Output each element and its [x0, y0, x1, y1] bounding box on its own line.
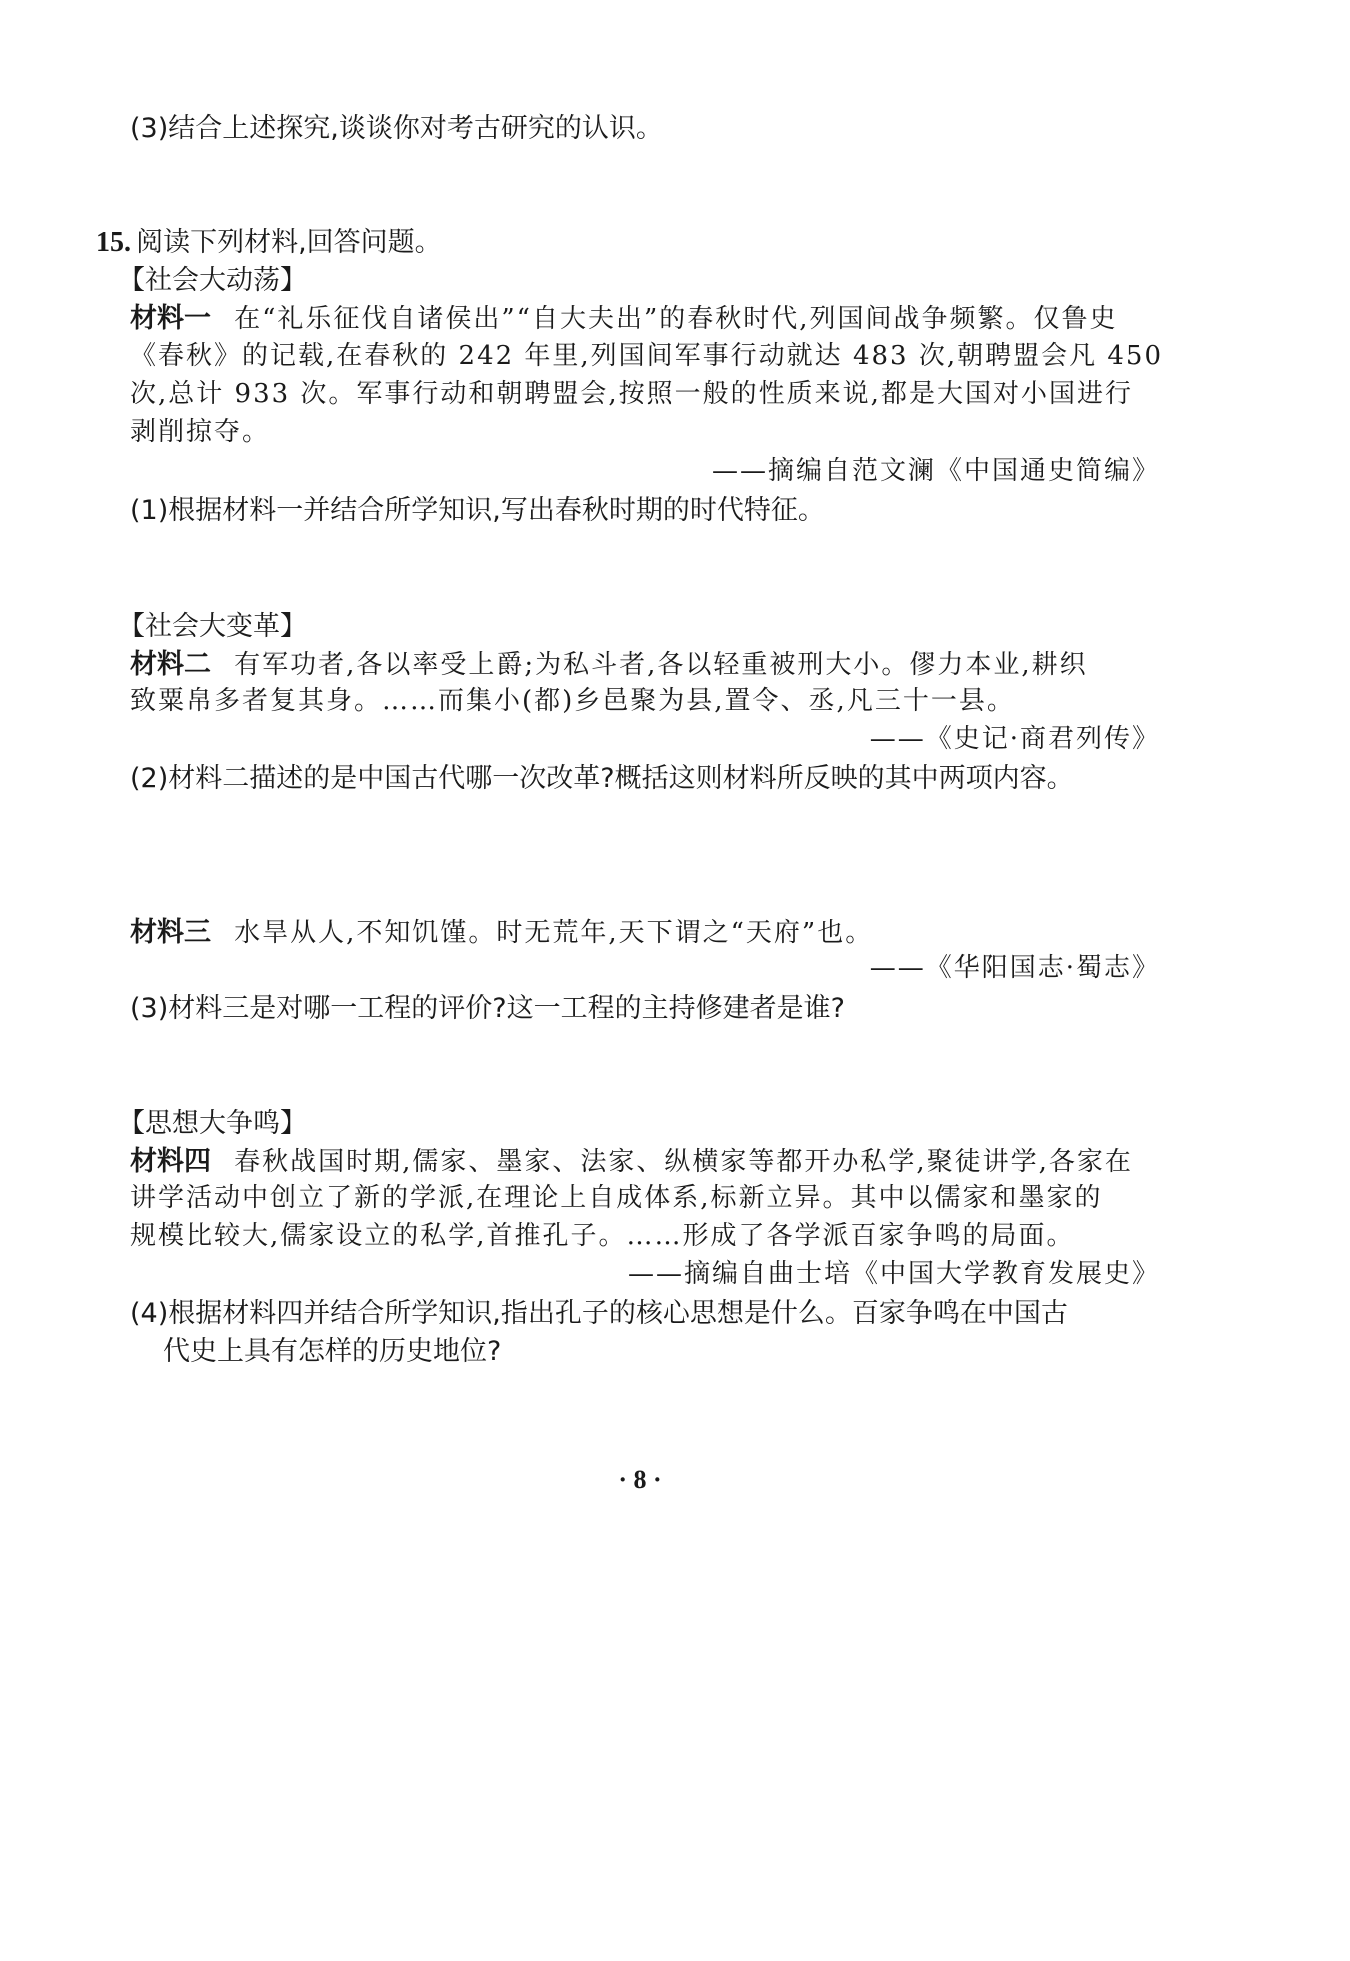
question-stem: 阅读下列材料,回答问题。 [136, 227, 442, 258]
material-label: 材料一 [130, 303, 211, 334]
question-3b-prompt: (3)材料三是对哪一工程的评价?这一工程的主持修建者是谁? [130, 993, 845, 1024]
question-3-prompt: (3)结合上述探究,谈谈你对考古研究的认识。 [130, 113, 663, 144]
question-4-prompt-line-2: 代史上具有怎样的历史地位? [163, 1336, 502, 1367]
material-4-line-3: 规模比较大,儒家设立的私学,首推孔子。……形成了各学派百家争鸣的局面。 [130, 1221, 1075, 1251]
material-3-source: ——《华阳国志·蜀志》 [869, 953, 1160, 983]
material-4-line-1 [130, 1139, 1133, 1178]
material-text: 有军功者,各以率受上爵;为私斗者,各以轻重被刑大小。僇力本业,耕织 [234, 650, 1088, 680]
material-2-line-2: 致粟帛多者复其身。……而集小(都)乡邑聚为县,置令、丞,凡三十一县。 [130, 686, 1015, 716]
material-1-line-4: 剥削掠夺。 [130, 417, 271, 447]
material-label: 材料二 [130, 649, 211, 680]
material-4-source: ——摘编自曲士培《中国大学教育发展史》 [627, 1259, 1160, 1289]
material-1-line-2: 《春秋》的记载,在春秋的 242 年里,列国间军事行动就达 483 次,朝聘盟会凡 450 [130, 341, 1163, 371]
question-15-heading [96, 220, 442, 259]
material-2-source: ——《史记·商君列传》 [869, 724, 1160, 754]
question-4-prompt-line-1: (4)根据材料四并结合所学知识,指出孔子的核心思想是什么。百家争鸣在中国古 [130, 1298, 1068, 1329]
page-number: · 8 · [618, 1465, 662, 1494]
material-1-line-3: 次,总计 933 次。军事行动和朝聘盟会,按照一般的性质来说,都是大国对小国进行 [130, 379, 1133, 409]
material-2-line-1 [130, 642, 1088, 681]
material-4-line-2: 讲学活动中创立了新的学派,在理论上自成体系,标新立异。其中以儒家和墨家的 [130, 1183, 1103, 1213]
material-text: 在“礼乐征伐自诸侯出”“自大夫出”的春秋时代,列国间战争频繁。仅鲁史 [234, 304, 1118, 334]
material-label: 材料四 [130, 1146, 211, 1177]
material-1-source: ——摘编自范文澜《中国通史简编》 [711, 456, 1160, 486]
question-1-prompt: (1)根据材料一并结合所学知识,写出春秋时期的时代特征。 [130, 495, 825, 526]
material-text: 春秋战国时期,儒家、墨家、法家、纵横家等都开办私学,聚徒讲学,各家在 [234, 1147, 1133, 1177]
material-1-line-1 [130, 296, 1118, 335]
question-2-prompt: (2)材料二描述的是中国古代哪一次改革?概括这则材料所反映的其中两项内容。 [130, 763, 1074, 794]
material-3-line-1 [130, 910, 873, 949]
material-label: 材料三 [130, 917, 211, 948]
material-text: 水旱从人,不知饥馑。时无荒年,天下谓之“天府”也。 [234, 918, 874, 948]
section-title-thought-debate: 【思想大争鸣】 [118, 1108, 307, 1139]
section-title-social-reform: 【社会大变革】 [118, 611, 307, 642]
question-number: 15. [96, 227, 131, 258]
section-title-social-turmoil: 【社会大动荡】 [118, 265, 307, 296]
